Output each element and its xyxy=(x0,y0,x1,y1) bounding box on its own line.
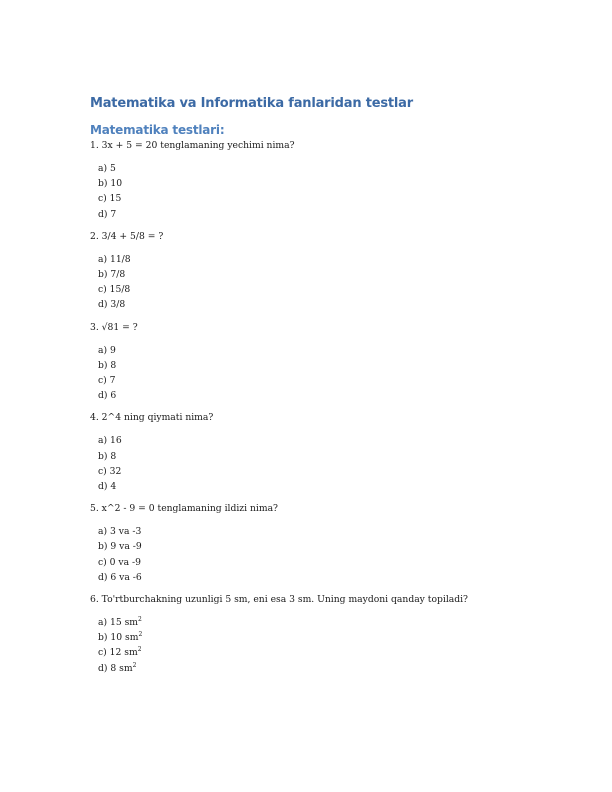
document-page xyxy=(90,96,560,684)
question-6 xyxy=(90,593,560,676)
question-text: 4. 2^4 ning qiymati nima? xyxy=(90,412,214,424)
option-a: a) 9 xyxy=(98,344,116,356)
option-b xyxy=(98,630,560,645)
option-d: d) 3/8 xyxy=(98,299,126,311)
option-b: b) 9 va -9 xyxy=(98,541,142,553)
option-list xyxy=(98,252,560,313)
option-text: c) 12 sm xyxy=(98,647,138,659)
option-a: a) 11/8 xyxy=(98,253,131,265)
option-b: b) 10 xyxy=(98,178,123,190)
superscript: 2 xyxy=(132,661,137,669)
question-text: 5. x^2 - 9 = 0 tenglamaning ildizi nima? xyxy=(90,503,278,515)
option-list xyxy=(98,161,560,222)
superscript: 2 xyxy=(138,616,142,624)
option-a: a) 16 xyxy=(98,435,122,447)
question-4 xyxy=(90,411,560,494)
option-c: c) 32 xyxy=(98,465,122,477)
option-list xyxy=(98,433,560,494)
section-title: Matematika testlari: xyxy=(90,123,225,137)
option-d: d) 7 xyxy=(98,208,117,220)
question-2 xyxy=(90,230,560,313)
option-list xyxy=(98,343,560,404)
option-c: c) 15 xyxy=(98,193,122,205)
question-5 xyxy=(90,502,560,585)
option-a: a) 3 va -3 xyxy=(98,526,142,538)
option-b: b) 8 xyxy=(98,359,117,371)
option-text: d) 8 sm xyxy=(98,662,133,674)
option-d: d) 4 xyxy=(98,481,117,493)
option-b: b) 7/8 xyxy=(98,269,126,281)
question-3 xyxy=(90,321,560,404)
option-list xyxy=(98,615,560,676)
option-list xyxy=(98,524,560,585)
superscript: 2 xyxy=(137,646,142,654)
superscript: 2 xyxy=(138,631,143,639)
option-text: b) 10 sm xyxy=(98,632,139,644)
question-1 xyxy=(90,139,560,222)
question-text: 6. To'rtburchakning uzunligi 5 sm, eni esa 3 sm. Uning maydoni qanday topiladi? xyxy=(90,594,468,606)
document-title: Matematika va Informatika fanlaridan testlar xyxy=(90,96,413,111)
option-c: c) 15/8 xyxy=(98,284,131,296)
question-text: 3. √81 = ? xyxy=(90,321,138,333)
option-a: a) 5 xyxy=(98,163,116,174)
option-c: c) 7 xyxy=(98,375,116,387)
option-c: c) 0 va -9 xyxy=(98,556,141,568)
question-text: 2. 3/4 + 5/8 = ? xyxy=(90,230,164,242)
question-text: 1. 3x + 5 = 20 tenglamaning yechimi nima? xyxy=(90,140,295,151)
option-d xyxy=(98,661,560,676)
option-c xyxy=(98,645,560,660)
option-a xyxy=(98,615,560,630)
option-text: a) 15 sm xyxy=(98,617,139,629)
option-d: d) 6 xyxy=(98,390,117,402)
option-d: d) 6 va -6 xyxy=(98,571,142,583)
option-b: b) 8 xyxy=(98,450,117,462)
